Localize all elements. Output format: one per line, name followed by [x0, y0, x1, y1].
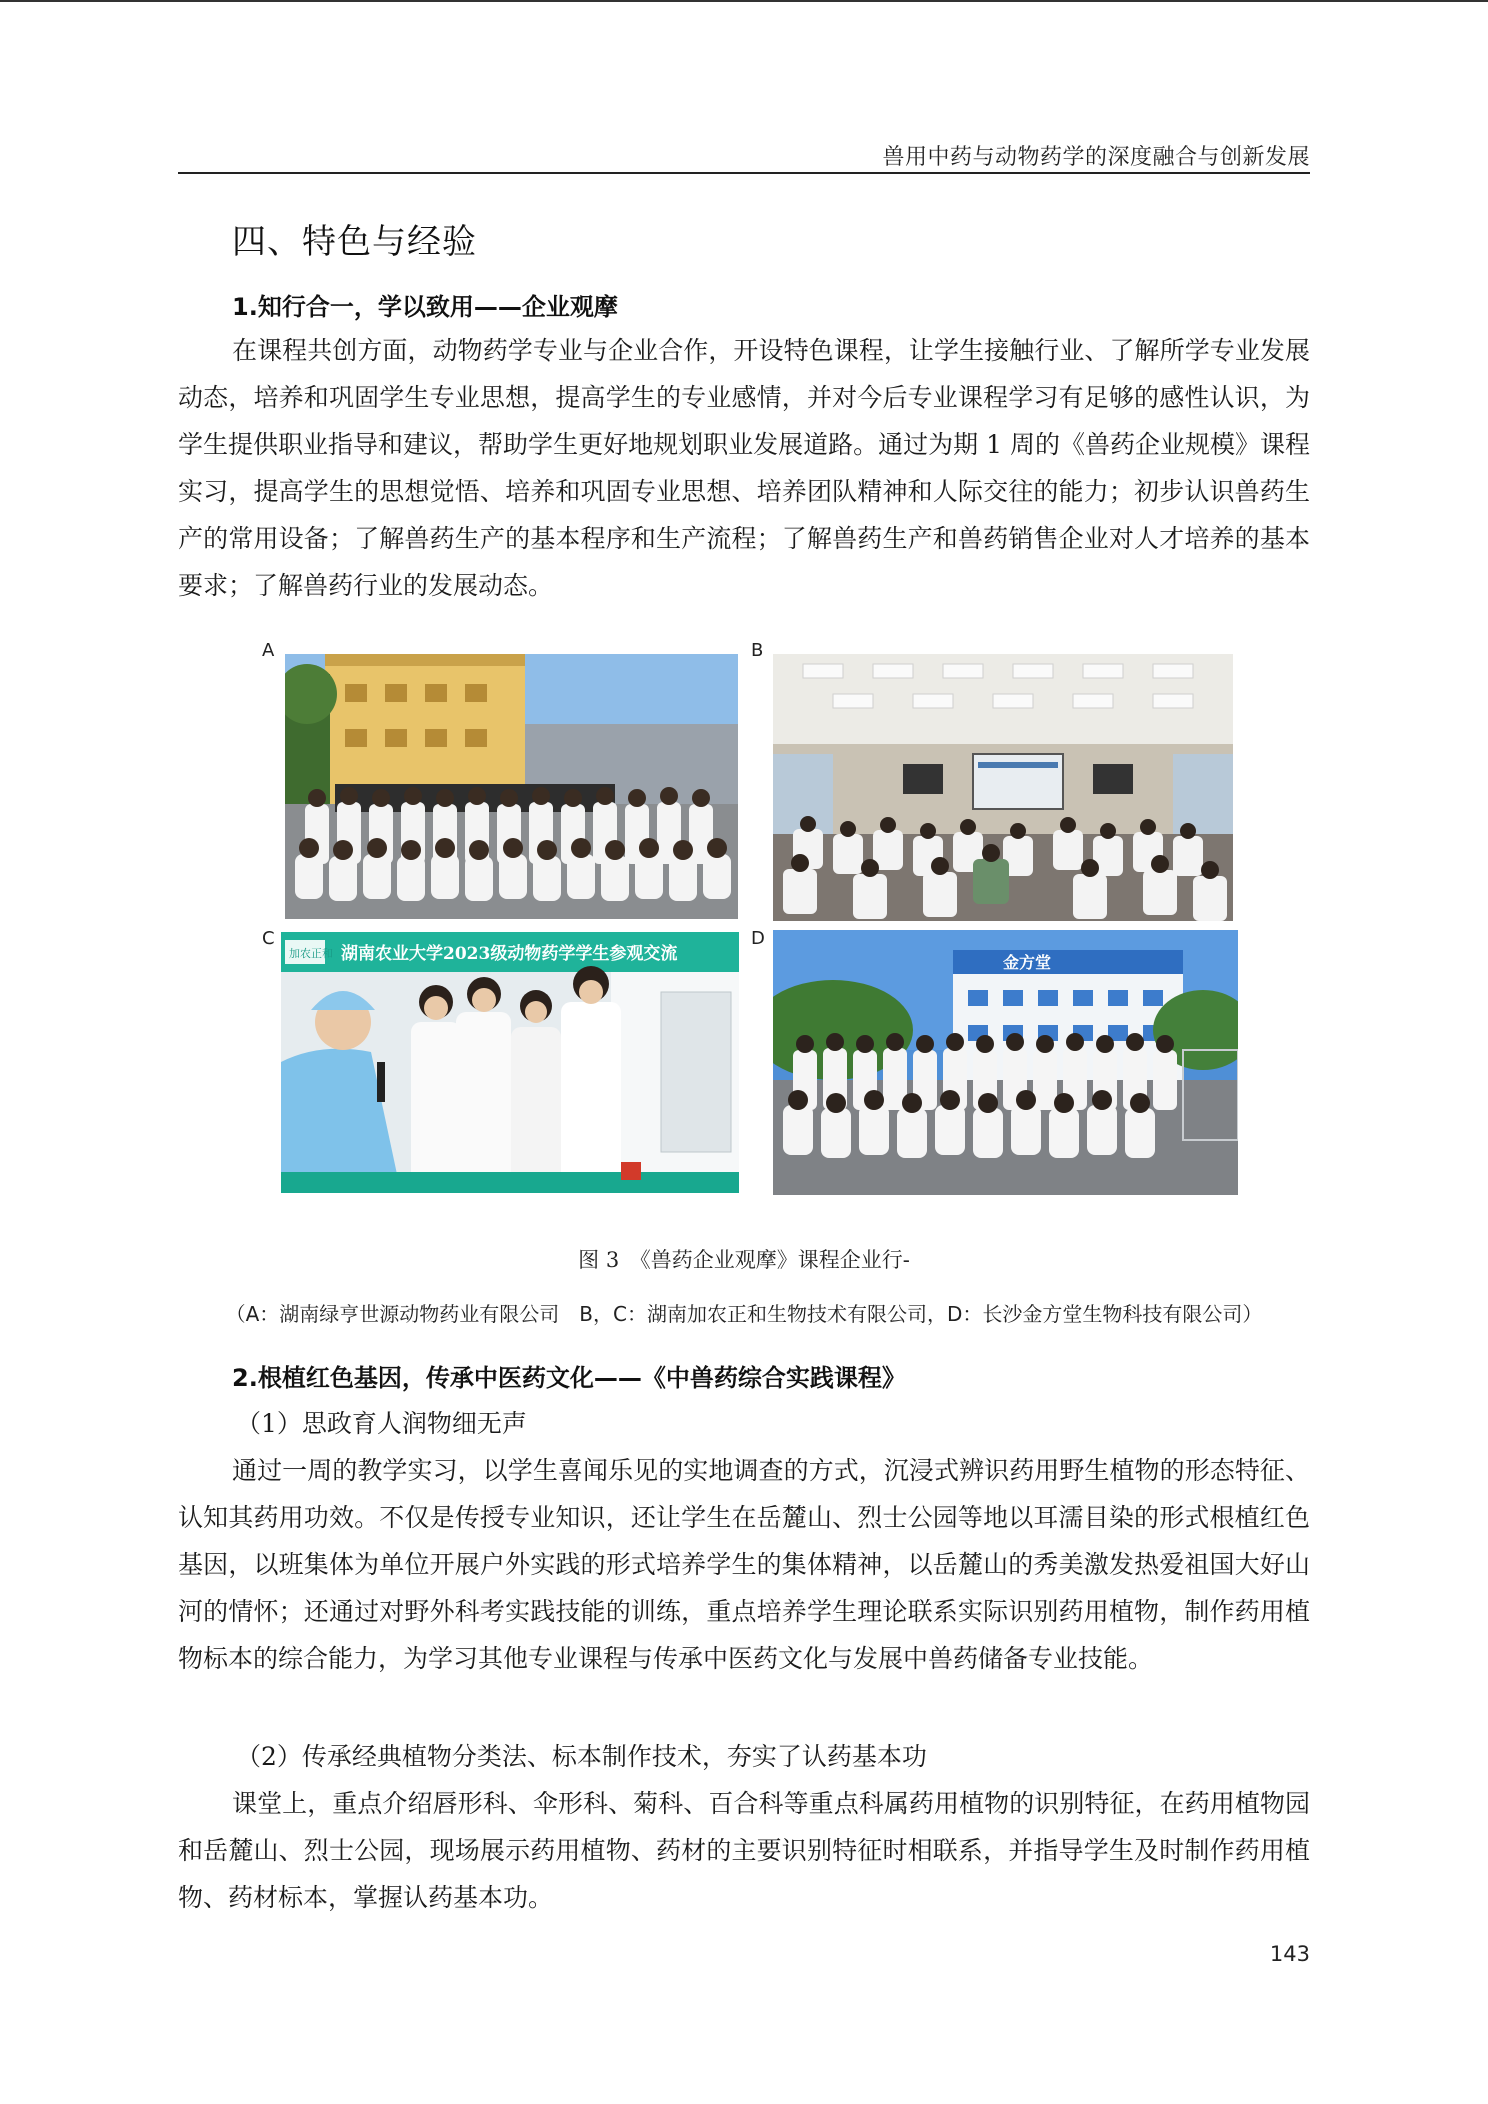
subsection-1-heading: 1.知行合一，学以致用——企业观摩 — [232, 293, 618, 321]
page-number: 143 — [1269, 1942, 1310, 1966]
point-1-paragraph: 通过一周的教学实习，以学生喜闻乐见的实地调查的方式，沉浸式辨识药用野生植物的形态特征、认知其药用功效。不仅是传授专业知识，还让学生在岳麓山、烈士公园等地以耳濡目染的形式根植红色基因，以班集体为单位开展户外实践的形式培养学生的集体精神，以岳麓山的秀美激发热爱祖国大好山河的情怀；还通过对野外科考实践技能的训练，重点培养学生理论联系实际识别药用植物，制作药用植物标本的综合能力，为学习其他专业课程与传承中医药文化与发展中兽药储备专业技能。 — [178, 1456, 1310, 1673]
panel-label-a: A — [262, 640, 275, 661]
panel-label-d: D — [751, 928, 765, 949]
header-rule — [178, 172, 1310, 174]
lab-logo-text: 加农正和 — [289, 947, 333, 960]
point-1-title: （1）思政育人润物细无声 — [236, 1409, 527, 1438]
running-header: 兽用中药与动物药学的深度融合与创新发展 — [882, 145, 1310, 170]
lab-banner-text: 湖南农业大学2023级动物药学学生参观交流 — [341, 944, 678, 964]
photo-d-building-group — [773, 930, 1238, 1195]
subsection-1-paragraph: 在课程共创方面，动物药学专业与企业合作，开设特色课程，让学生接触行业、了解所学专业发展动态，培养和巩固学生专业思想，提高学生的专业感情，并对今后专业课程学习有足够的感性认识，为学生提供职业指导和建议，帮助学生更好地规划职业发展道路。通过为期 1 周的《兽药企业规模》课程实习，提高学生的思想觉悟、培养和巩固专业思想、培养团队精神和人际交往的能力；初步认识兽药生产的常用设备；了解兽药生产的基本程序和生产流程；了解兽药生产和兽药销售企业对人才培养的基本要求；了解兽药行业的发展动态。 — [178, 336, 1310, 600]
building-sign-text: 金方堂 — [1003, 953, 1052, 972]
subsection-2-heading: 2.根植红色基因，传承中医药文化——《中兽药综合实践课程》 — [232, 1364, 906, 1392]
point-2-paragraph: 课堂上，重点介绍唇形科、伞形科、菊科、百合科等重点科属药用植物的识别特征，在药用植物园和岳麓山、烈士公园，现场展示药用植物、药材的主要识别特征时相联系，并指导学生及时制作药用植物、药材标本，掌握认药基本功。 — [178, 1789, 1310, 1912]
photo-a-factory-group — [285, 654, 738, 919]
top-border-rule — [0, 0, 1488, 2]
figure-caption-note: （A：湖南绿亨世源动物药业有限公司 B，C：湖南加农正和生物技术有限公司，D：长沙金方堂生物科技有限公司） — [225, 1302, 1263, 1326]
panel-label-b: B — [751, 640, 764, 661]
section-title: 四、特色与经验 — [232, 222, 477, 262]
point-2-title: （2）传承经典植物分类法、标本制作技术，夯实了认药基本功 — [236, 1742, 927, 1771]
photo-b-lecture-hall — [773, 654, 1233, 921]
figure-caption: 图 3 《兽药企业观摩》课程企业行- — [578, 1248, 910, 1272]
photo-c-lab-visit — [281, 932, 739, 1193]
panel-label-c: C — [262, 928, 275, 949]
